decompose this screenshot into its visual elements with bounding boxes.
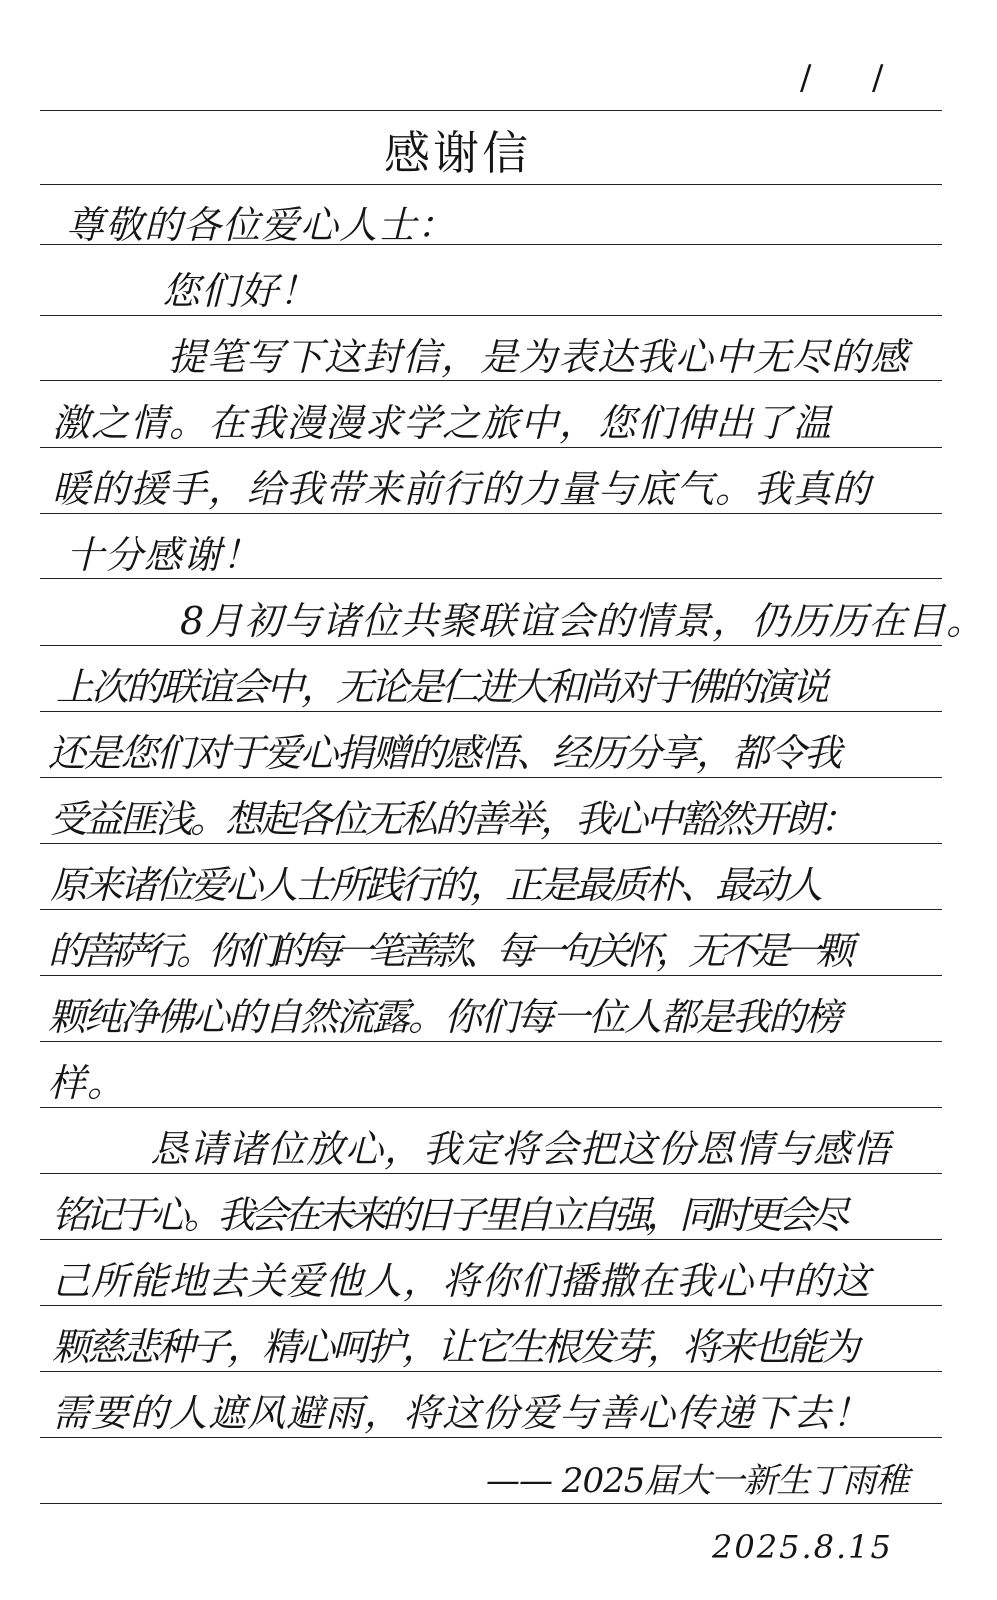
letter-line: 受益匪浅。想起各位无私的善举，我心中豁然开朗： — [50, 797, 856, 841]
letter-line: 颗纯净佛心的自然流露。你们每一位人都是我的榜 — [48, 995, 841, 1039]
letter-line: 恳请诸位放心，我定将会把这份恩情与感悟 — [150, 1127, 892, 1171]
letter-salutation: 您们好！ — [162, 269, 319, 313]
corner-mark-2: / — [872, 58, 884, 98]
letter-line: 十分感谢！ — [66, 533, 262, 577]
letter-line: 样。 — [48, 1061, 127, 1105]
letter-line: 己所能地去关爱他人，将你们播撒在我心中的这 — [52, 1259, 872, 1303]
letter-line: 还是您们对于爱心捐赠的感悟、经历分享，都令我 — [48, 731, 841, 775]
letter-line: 提笔写下这封信，是为表达我心中无尽的感 — [168, 335, 910, 379]
letter-date: 2025.8.15 — [712, 1528, 893, 1566]
letter-line: 铭记于心。我会在未来的日子里自立自强，同时更会尽 — [52, 1193, 845, 1237]
letter-line: 原来诸位爱心人士所践行的，正是最质朴、最动人 — [50, 863, 821, 907]
letter-signature: —— 2025届大一新生丁雨稚 — [486, 1461, 909, 1501]
letter-greeting: 尊敬的各位爱心人士： — [66, 203, 457, 247]
ruled-line — [40, 110, 942, 111]
corner-mark-1: / — [800, 58, 812, 98]
letter-line: 激之情。在我漫漫求学之旅中，您们伸出了温 — [52, 401, 833, 445]
letter-line: 8月初与诸位共聚联谊会的情景，仍历历在目。 — [180, 599, 986, 643]
ruled-line — [40, 184, 942, 185]
letter-line: 的菩萨行。你们的每一笔善款、每一句关怀，无不是一颗 — [48, 929, 849, 973]
letter-line: 暖的援手，给我带来前行的力量与底气。我真的 — [52, 467, 872, 511]
letter-line: 上次的联谊会中，无论是仁进大和尚对于佛的演说 — [56, 665, 827, 709]
letter-line: 需要的人遮风避雨，将这份爱与善心传递下去！ — [52, 1391, 872, 1435]
letter-line: 颗慈悲种子，精心呵护，让它生根发芽，将来也能为 — [52, 1325, 858, 1369]
letter-title: 感谢信 — [384, 126, 531, 180]
ruled-line — [40, 1107, 942, 1108]
